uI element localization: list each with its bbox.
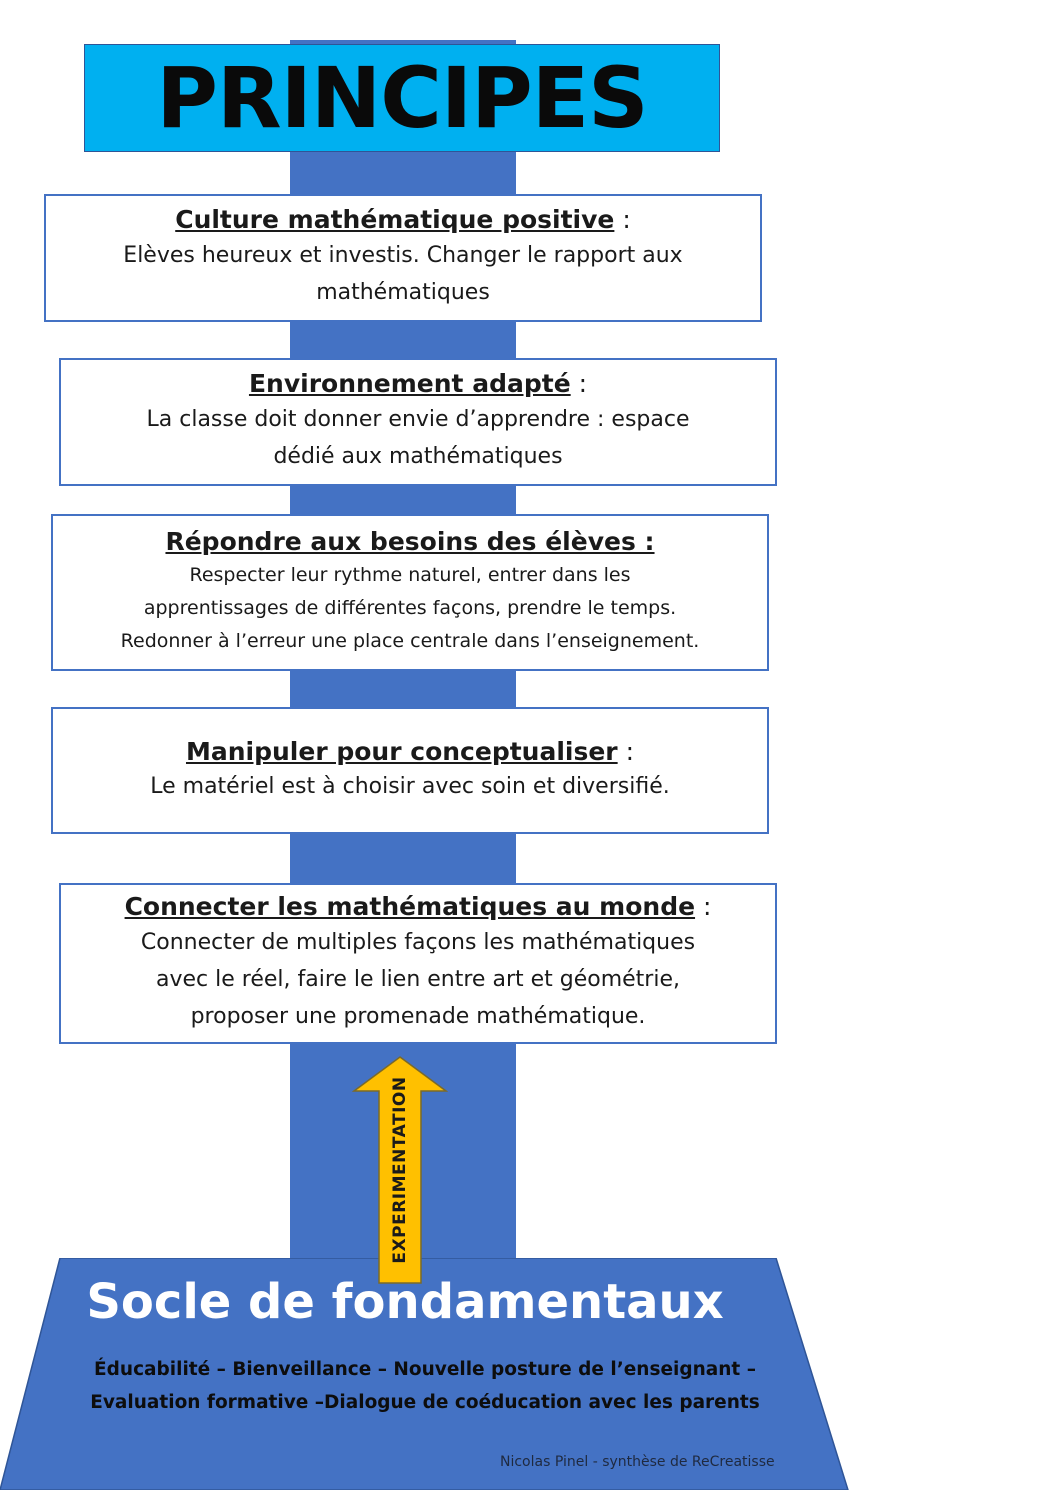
principle-description: La classe doit donner envie d’apprendre : espace dédié aux mathématiques	[146, 406, 690, 470]
author-credit: Nicolas Pinel - synthèse de ReCreatisse	[500, 1454, 775, 1470]
principle-description: Le matériel est à choisir avec soin et diversifié.	[150, 774, 670, 800]
principle-box-culture	[44, 194, 762, 322]
principle-description: Respecter leur rythme naturel, entrer dans les apprentissages de différentes façons, prendre le temps. Redonner à l’erreur une place centrale dans l’enseignement.	[120, 563, 700, 653]
principle-title: Culture mathématique positive :	[175, 205, 631, 235]
principle-box-manipuler	[51, 707, 769, 834]
principle-description: Connecter de multiples façons les mathématiques avec le réel, faire le lien entre art et géométrie, proposer une promenade mathématique.	[140, 929, 696, 1030]
principle-title: Environnement adapté :	[248, 369, 588, 399]
page-title: PRINCIPES	[156, 49, 648, 147]
principle-box-environnement	[59, 358, 777, 486]
arrow-label: EXPERIMENTATION	[390, 1076, 410, 1264]
principle-title: Répondre aux besoins des élèves :	[165, 527, 655, 557]
principle-description: Elèves heureux et investis. Changer le rapport aux mathématiques	[123, 242, 683, 306]
principle-box-connecter	[59, 883, 777, 1044]
principles-banner	[84, 44, 720, 152]
base-title: Socle de fondamentaux	[86, 1274, 724, 1330]
base-subtitle: Éducabilité – Bienveillance – Nouvelle posture de l’enseignant – Evaluation formative –Dialogue de coéducation avec les parents	[90, 1359, 760, 1414]
principle-box-besoins	[51, 514, 769, 671]
principle-title: Manipuler pour conceptualiser :	[185, 736, 635, 766]
principle-title: Connecter les mathématiques au monde :	[124, 892, 712, 922]
